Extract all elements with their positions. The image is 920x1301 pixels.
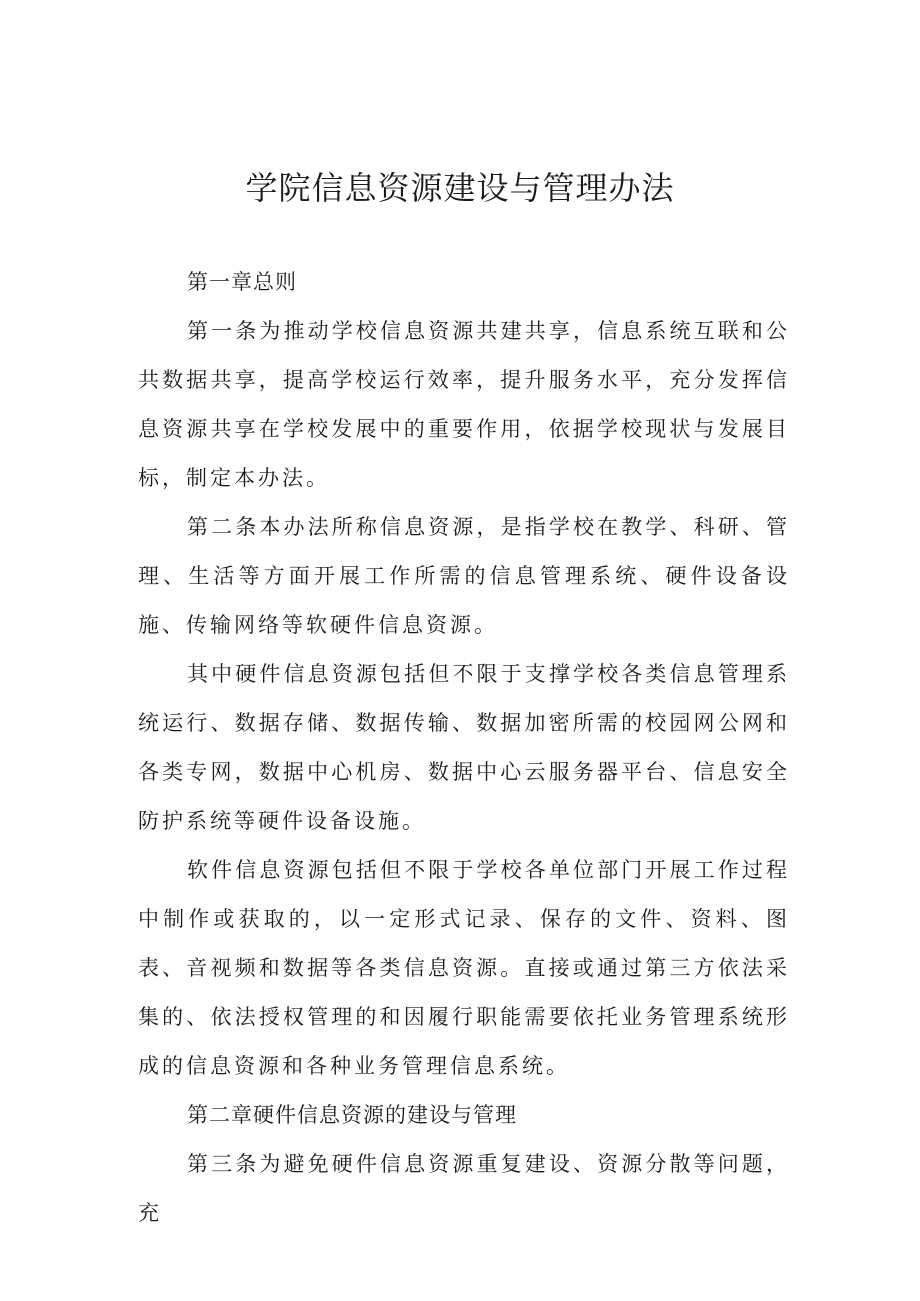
hardware-resources-paragraph: 其中硬件信息资源包括但不限于支撑学校各类信息管理系统运行、数据存储、数据传输、数据加密所需的校园网公网和各类专网，数据中心机房、数据中心云服务器平台、信息安全防护系统等硬件设备设施。	[138, 662, 790, 833]
article-paragraph-2: 第二条本办法所称信息资源，是指学校在教学、科研、管理、生活等方面开展工作所需的信息管理系统、硬件设备设施、传输网络等软硬件信息资源。	[138, 515, 790, 637]
chapter-heading-1: 第一章总则	[187, 270, 297, 294]
chapter-heading-2: 第二章硬件信息资源的建设与管理	[187, 1103, 517, 1127]
document-body	[138, 258, 790, 1238]
article-paragraph-3: 第三条为避免硬件信息资源重复建设、资源分散等问题，充	[138, 1152, 790, 1225]
article-paragraph-1: 第一条为推动学校信息资源共建共享，信息系统互联和公共数据共享，提高学校运行效率，提升服务水平，充分发挥信息资源共享在学校发展中的重要作用，依据学校现状与发展目标，制定本办法。	[138, 319, 790, 490]
document-title: 学院信息资源建设与管理办法	[245, 169, 675, 207]
software-resources-paragraph: 软件信息资源包括但不限于学校各单位部门开展工作过程中制作或获取的，以一定形式记录、保存的文件、资料、图表、音视频和数据等各类信息资源。直接或通过第三方依法采集的、依法授权管理的和因履行职能需要依托业务管理系统形成的信息资源和各种业务管理信息系统。	[138, 858, 790, 1078]
